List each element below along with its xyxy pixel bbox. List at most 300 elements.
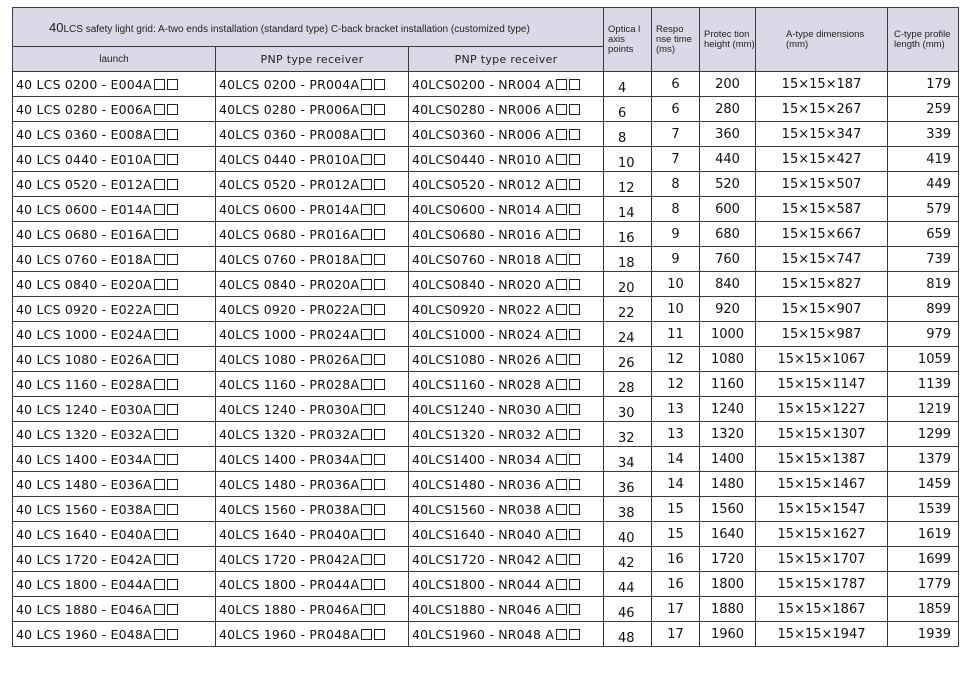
optical-points-cell-text: 18 (618, 256, 635, 271)
table-row (13, 447, 959, 472)
launch-model-cell (13, 397, 216, 422)
optical-points-cell-text: 26 (618, 356, 635, 371)
option-box-icon (361, 279, 372, 290)
launch-model-cell (13, 222, 216, 247)
launch-model-cell-text: 40 LCS 0920 - E022A (16, 301, 152, 317)
option-box-icon (374, 204, 385, 215)
npn-model-cell-text: 40LCS0760 - NR018 A (412, 251, 555, 267)
table-row (13, 172, 959, 197)
npn-model-cell (409, 497, 604, 522)
response-time-cell (652, 222, 700, 247)
npn-model-cell (409, 397, 604, 422)
option-box-icon (167, 179, 178, 190)
protection-height-cell (700, 397, 756, 422)
protection-height-cell (700, 497, 756, 522)
a-type-dimension-cell-text: 15×15×1227 (777, 401, 866, 417)
c-type-length-cell-text: 1939 (917, 626, 952, 642)
npn-model-cell-text: 40LCS0680 - NR016 A (412, 226, 555, 242)
option-box-icon (569, 379, 580, 390)
npn-model-cell (409, 147, 604, 172)
pnp-model-cell (216, 247, 409, 272)
npn-model-cell (409, 222, 604, 247)
a-type-dimension-cell (756, 597, 888, 622)
launch-model-cell-text: 40 LCS 1880 - E046A (16, 601, 152, 617)
npn-model-cell (409, 247, 604, 272)
c-type-length-cell-text: 1779 (917, 576, 952, 592)
spec-table (12, 7, 959, 647)
optical-points-cell (604, 597, 652, 622)
npn-model-cell-text: 40LCS0920 - NR022 A (412, 301, 555, 317)
launch-model-cell-text: 40 LCS 0600 - E014A (16, 201, 152, 217)
protection-height-cell (700, 597, 756, 622)
a-type-dimension-cell-text: 15×15×1387 (777, 451, 866, 467)
c-type-length-cell (888, 547, 959, 572)
response-time-cell (652, 197, 700, 222)
c-type-length-cell-text: 979 (926, 326, 952, 342)
c-type-length-cell-text: 579 (926, 201, 952, 217)
response-time-cell (652, 572, 700, 597)
a-type-dimension-cell-text: 15×15×1787 (777, 576, 866, 592)
a-type-dimension-cell (756, 172, 888, 197)
protection-height-cell-text: 1240 (710, 401, 745, 417)
option-box-icon (556, 454, 567, 465)
pnp-model-cell-text: 40LCS 0920 - PR022A (219, 301, 360, 317)
option-box-icon (154, 429, 165, 440)
option-box-icon (361, 254, 372, 265)
a-type-dimension-cell-text: 15×15×747 (781, 251, 862, 267)
protection-height-cell-text: 1000 (710, 326, 745, 342)
protection-height-cell-text: 1960 (710, 626, 745, 642)
a-type-dimension-cell (756, 397, 888, 422)
a-type-dimension-cell-text: 15×15×987 (781, 326, 862, 342)
response-time-cell (652, 447, 700, 472)
pnp-model-cell (216, 197, 409, 222)
pnp-model-cell-text: 40LCS 1720 - PR042A (219, 551, 360, 567)
a-type-dimension-cell (756, 147, 888, 172)
launch-model-cell-text: 40 LCS 1000 - E024A (16, 326, 152, 342)
response-time-cell-text: 17 (667, 601, 684, 617)
protection-height-cell (700, 72, 756, 97)
title-prefix: 40 (49, 19, 64, 35)
option-box-icon (361, 454, 372, 465)
npn-model-cell-text: 40LCS1240 - NR030 A (412, 401, 555, 417)
a-type-dimension-cell-text: 15×15×187 (781, 76, 862, 92)
a-type-dimension-cell-text: 15×15×267 (781, 101, 862, 117)
npn-model-cell (409, 197, 604, 222)
c-type-length-cell (888, 522, 959, 547)
c-type-length-cell-text: 1059 (917, 351, 952, 367)
response-time-cell-text: 9 (671, 226, 680, 242)
response-time-cell (652, 272, 700, 297)
option-box-icon (374, 479, 385, 490)
option-box-icon (361, 304, 372, 315)
launch-model-cell (13, 297, 216, 322)
a-type-dimension-cell-text: 15×15×1067 (777, 351, 866, 367)
c-type-length-cell (888, 122, 959, 147)
pnp-model-cell (216, 72, 409, 97)
response-time-cell-text: 16 (667, 551, 684, 567)
option-box-icon (374, 404, 385, 415)
table-row (13, 147, 959, 172)
response-time-cell-text: 10 (667, 301, 684, 317)
c-type-length-cell (888, 422, 959, 447)
pnp-model-cell (216, 447, 409, 472)
response-time-cell (652, 372, 700, 397)
protection-height-cell (700, 322, 756, 347)
c-type-length-cell-text: 1219 (917, 401, 952, 417)
option-box-icon (167, 479, 178, 490)
a-type-dimension-cell-text: 15×15×1627 (777, 526, 866, 542)
a-type-dimension-cell (756, 72, 888, 97)
pnp-model-cell-text: 40LCS 1400 - PR034A (219, 451, 360, 467)
pnp-model-cell (216, 572, 409, 597)
npn-model-cell (409, 172, 604, 197)
optical-points-cell-text: 10 (618, 156, 635, 171)
optical-points-cell (604, 372, 652, 397)
pnp-model-cell-text: 40LCS 1560 - PR038A (219, 501, 360, 517)
table-row (13, 397, 959, 422)
npn-model-cell (409, 72, 604, 97)
c-type-length-cell (888, 572, 959, 597)
npn-model-cell-text: 40LCS1560 - NR038 A (412, 501, 555, 517)
option-box-icon (361, 154, 372, 165)
table-row (13, 497, 959, 522)
option-box-icon (374, 79, 385, 90)
option-box-icon (154, 479, 165, 490)
option-box-icon (569, 579, 580, 590)
option-box-icon (374, 554, 385, 565)
option-box-icon (374, 129, 385, 140)
table-row (13, 122, 959, 147)
col-protection-height: Protec tion height (mm) (700, 8, 756, 72)
pnp-model-cell (216, 547, 409, 572)
option-box-icon (569, 204, 580, 215)
option-box-icon (167, 529, 178, 540)
a-type-dimension-cell (756, 347, 888, 372)
option-box-icon (556, 79, 567, 90)
option-box-icon (374, 454, 385, 465)
protection-height-cell-text: 1160 (710, 376, 745, 392)
pnp-model-cell (216, 372, 409, 397)
option-box-icon (569, 404, 580, 415)
response-time-cell (652, 397, 700, 422)
response-time-cell (652, 547, 700, 572)
launch-model-cell (13, 372, 216, 397)
a-type-dimension-cell (756, 497, 888, 522)
optical-points-cell-text: 34 (618, 456, 635, 471)
npn-model-cell (409, 97, 604, 122)
optical-points-cell (604, 72, 652, 97)
response-time-cell (652, 147, 700, 172)
option-box-icon (556, 179, 567, 190)
npn-model-cell-text: 40LCS1880 - NR046 A (412, 601, 555, 617)
launch-model-cell (13, 147, 216, 172)
response-time-cell (652, 122, 700, 147)
response-time-cell (652, 472, 700, 497)
optical-points-cell (604, 297, 652, 322)
response-time-cell-text: 11 (667, 326, 684, 342)
response-time-cell-text: 6 (671, 76, 680, 92)
option-box-icon (167, 304, 178, 315)
response-time-cell (652, 247, 700, 272)
launch-model-cell (13, 322, 216, 347)
option-box-icon (556, 279, 567, 290)
a-type-dimension-cell (756, 222, 888, 247)
npn-model-cell (409, 422, 604, 447)
col-pnp-receiver: PNP type receiver (216, 47, 409, 72)
npn-model-cell-text: 40LCS0840 - NR020 A (412, 276, 555, 292)
launch-model-cell-text: 40 LCS 0360 - E008A (16, 126, 152, 142)
c-type-length-cell (888, 497, 959, 522)
launch-model-cell-text: 40 LCS 0440 - E010A (16, 151, 152, 167)
pnp-model-cell (216, 122, 409, 147)
optical-points-cell (604, 422, 652, 447)
protection-height-cell-text: 840 (715, 276, 740, 292)
protection-height-cell-text: 760 (715, 251, 740, 267)
npn-model-cell (409, 522, 604, 547)
pnp-model-cell (216, 522, 409, 547)
protection-height-cell (700, 622, 756, 647)
protection-height-cell (700, 247, 756, 272)
table-row (13, 347, 959, 372)
option-box-icon (167, 429, 178, 440)
option-box-icon (556, 329, 567, 340)
option-box-icon (569, 429, 580, 440)
protection-height-cell-text: 1800 (710, 576, 745, 592)
protection-height-cell (700, 147, 756, 172)
launch-model-cell-text: 40 LCS 1240 - E030A (16, 401, 152, 417)
launch-model-cell (13, 622, 216, 647)
launch-model-cell (13, 572, 216, 597)
response-time-cell (652, 322, 700, 347)
response-time-cell-text: 7 (671, 126, 680, 142)
option-box-icon (167, 404, 178, 415)
option-box-icon (569, 454, 580, 465)
option-box-icon (154, 279, 165, 290)
option-box-icon (361, 479, 372, 490)
npn-model-cell-text: 40LCS0280 - NR006 A (412, 101, 555, 117)
table-row (13, 272, 959, 297)
protection-height-cell-text: 920 (715, 301, 740, 317)
a-type-dimension-cell (756, 297, 888, 322)
protection-height-cell (700, 297, 756, 322)
option-box-icon (154, 129, 165, 140)
option-box-icon (167, 129, 178, 140)
protection-height-cell (700, 422, 756, 447)
option-box-icon (569, 154, 580, 165)
npn-model-cell-text: 40LCS1000 - NR024 A (412, 326, 555, 342)
c-type-length-cell-text: 819 (926, 276, 952, 292)
option-box-icon (374, 529, 385, 540)
optical-points-cell-text: 4 (618, 81, 627, 96)
option-box-icon (154, 104, 165, 115)
option-box-icon (374, 354, 385, 365)
npn-model-cell (409, 572, 604, 597)
c-type-length-cell (888, 147, 959, 172)
option-box-icon (556, 429, 567, 440)
option-box-icon (556, 579, 567, 590)
c-type-length-cell (888, 322, 959, 347)
option-box-icon (374, 104, 385, 115)
option-box-icon (361, 229, 372, 240)
launch-model-cell-text: 40 LCS 1320 - E032A (16, 426, 152, 442)
option-box-icon (556, 304, 567, 315)
option-box-icon (154, 329, 165, 340)
launch-model-cell (13, 72, 216, 97)
a-type-dimension-cell (756, 622, 888, 647)
table-row (13, 547, 959, 572)
protection-height-cell-text: 200 (715, 76, 740, 92)
option-box-icon (361, 429, 372, 440)
table-row (13, 72, 959, 97)
launch-model-cell-text: 40 LCS 1560 - E038A (16, 501, 152, 517)
response-time-cell-text: 15 (667, 526, 684, 542)
pnp-model-cell-text: 40LCS 0840 - PR020A (219, 276, 360, 292)
npn-model-cell-text: 40LCS1160 - NR028 A (412, 376, 555, 392)
option-box-icon (154, 504, 165, 515)
table-row (13, 597, 959, 622)
optical-points-cell (604, 547, 652, 572)
optical-points-cell-text: 28 (618, 381, 635, 396)
npn-model-cell (409, 272, 604, 297)
col-optical-axis-points: Optica l axis points (604, 8, 652, 72)
table-row (13, 322, 959, 347)
response-time-cell-text: 13 (667, 401, 684, 417)
optical-points-cell-text: 44 (618, 581, 635, 596)
option-box-icon (167, 254, 178, 265)
option-box-icon (167, 79, 178, 90)
npn-model-cell (409, 122, 604, 147)
pnp-model-cell (216, 172, 409, 197)
optical-points-cell-text: 36 (618, 481, 635, 496)
npn-model-cell-text: 40LCS0440 - NR010 A (412, 151, 555, 167)
table-row (13, 622, 959, 647)
option-box-icon (374, 304, 385, 315)
option-box-icon (154, 379, 165, 390)
npn-model-cell (409, 347, 604, 372)
protection-height-cell-text: 1400 (710, 451, 745, 467)
protection-height-cell (700, 222, 756, 247)
optical-points-cell-text: 38 (618, 506, 635, 521)
response-time-cell-text: 8 (671, 176, 680, 192)
option-box-icon (569, 279, 580, 290)
option-box-icon (361, 329, 372, 340)
option-box-icon (167, 229, 178, 240)
optical-points-cell-text: 20 (618, 281, 635, 296)
optical-points-cell (604, 472, 652, 497)
protection-height-cell (700, 347, 756, 372)
launch-model-cell-text: 40 LCS 1080 - E026A (16, 351, 152, 367)
npn-model-cell (409, 447, 604, 472)
option-box-icon (167, 154, 178, 165)
option-box-icon (556, 404, 567, 415)
launch-model-cell-text: 40 LCS 1480 - E036A (16, 476, 152, 492)
pnp-model-cell-text: 40LCS 1880 - PR046A (219, 601, 360, 617)
pnp-model-cell (216, 622, 409, 647)
a-type-dimension-cell (756, 247, 888, 272)
optical-points-cell (604, 247, 652, 272)
option-box-icon (167, 579, 178, 590)
response-time-cell (652, 497, 700, 522)
option-box-icon (154, 304, 165, 315)
c-type-length-cell (888, 472, 959, 497)
option-box-icon (556, 554, 567, 565)
option-box-icon (569, 354, 580, 365)
protection-height-cell-text: 1880 (710, 601, 745, 617)
launch-model-cell-text: 40 LCS 0680 - E016A (16, 226, 152, 242)
c-type-length-cell-text: 419 (926, 151, 952, 167)
optical-points-cell-text: 12 (618, 181, 635, 196)
option-box-icon (154, 154, 165, 165)
option-box-icon (154, 204, 165, 215)
pnp-model-cell-text: 40LCS 0520 - PR012A (219, 176, 360, 192)
c-type-length-cell-text: 1859 (917, 601, 952, 617)
pnp-model-cell-text: 40LCS 1800 - PR044A (219, 576, 360, 592)
pnp-model-cell (216, 347, 409, 372)
option-box-icon (374, 154, 385, 165)
optical-points-cell-text: 30 (618, 406, 635, 421)
npn-model-cell-text: 40LCS0200 - NR004 A (412, 76, 555, 92)
response-time-cell-text: 6 (671, 101, 680, 117)
option-box-icon (154, 454, 165, 465)
a-type-dimension-cell (756, 97, 888, 122)
pnp-model-cell-text: 40LCS 1080 - PR026A (219, 351, 360, 367)
pnp-model-cell-text: 40LCS 1480 - PR036A (219, 476, 360, 492)
c-type-length-cell (888, 447, 959, 472)
a-type-dimension-cell-text: 15×15×427 (781, 151, 862, 167)
option-box-icon (374, 179, 385, 190)
launch-model-cell (13, 172, 216, 197)
launch-model-cell-text: 40 LCS 1400 - E034A (16, 451, 152, 467)
protection-height-cell-text: 1480 (710, 476, 745, 492)
option-box-icon (556, 604, 567, 615)
npn-model-cell-text: 40LCS1400 - NR034 A (412, 451, 555, 467)
protection-height-cell (700, 472, 756, 497)
optical-points-cell (604, 447, 652, 472)
table-row (13, 297, 959, 322)
npn-model-cell-text: 40LCS1080 - NR026 A (412, 351, 555, 367)
option-box-icon (361, 104, 372, 115)
pnp-model-cell (216, 322, 409, 347)
c-type-length-cell-text: 659 (926, 226, 952, 242)
launch-model-cell (13, 347, 216, 372)
header-row-top (13, 8, 959, 47)
option-box-icon (556, 129, 567, 140)
response-time-cell-text: 17 (667, 626, 684, 642)
option-box-icon (167, 204, 178, 215)
a-type-dimension-cell-text: 15×15×1467 (777, 476, 866, 492)
optical-points-cell-text: 40 (618, 531, 635, 546)
option-box-icon (569, 629, 580, 640)
c-type-length-cell (888, 247, 959, 272)
c-type-length-cell-text: 899 (926, 301, 952, 317)
response-time-cell (652, 297, 700, 322)
launch-model-cell (13, 597, 216, 622)
launch-model-cell (13, 422, 216, 447)
a-type-dimension-cell (756, 272, 888, 297)
npn-model-cell-text: 40LCS1640 - NR040 A (412, 526, 555, 542)
table-row (13, 472, 959, 497)
pnp-model-cell-text: 40LCS 0760 - PR018A (219, 251, 360, 267)
response-time-cell-text: 12 (667, 351, 684, 367)
c-type-length-cell (888, 597, 959, 622)
protection-height-cell-text: 1720 (710, 551, 745, 567)
option-box-icon (556, 529, 567, 540)
col-pnp-receiver-2: PNP type receiver (409, 47, 604, 72)
pnp-model-cell (216, 472, 409, 497)
option-box-icon (361, 529, 372, 540)
pnp-model-cell-text: 40LCS 0440 - PR010A (219, 151, 360, 167)
